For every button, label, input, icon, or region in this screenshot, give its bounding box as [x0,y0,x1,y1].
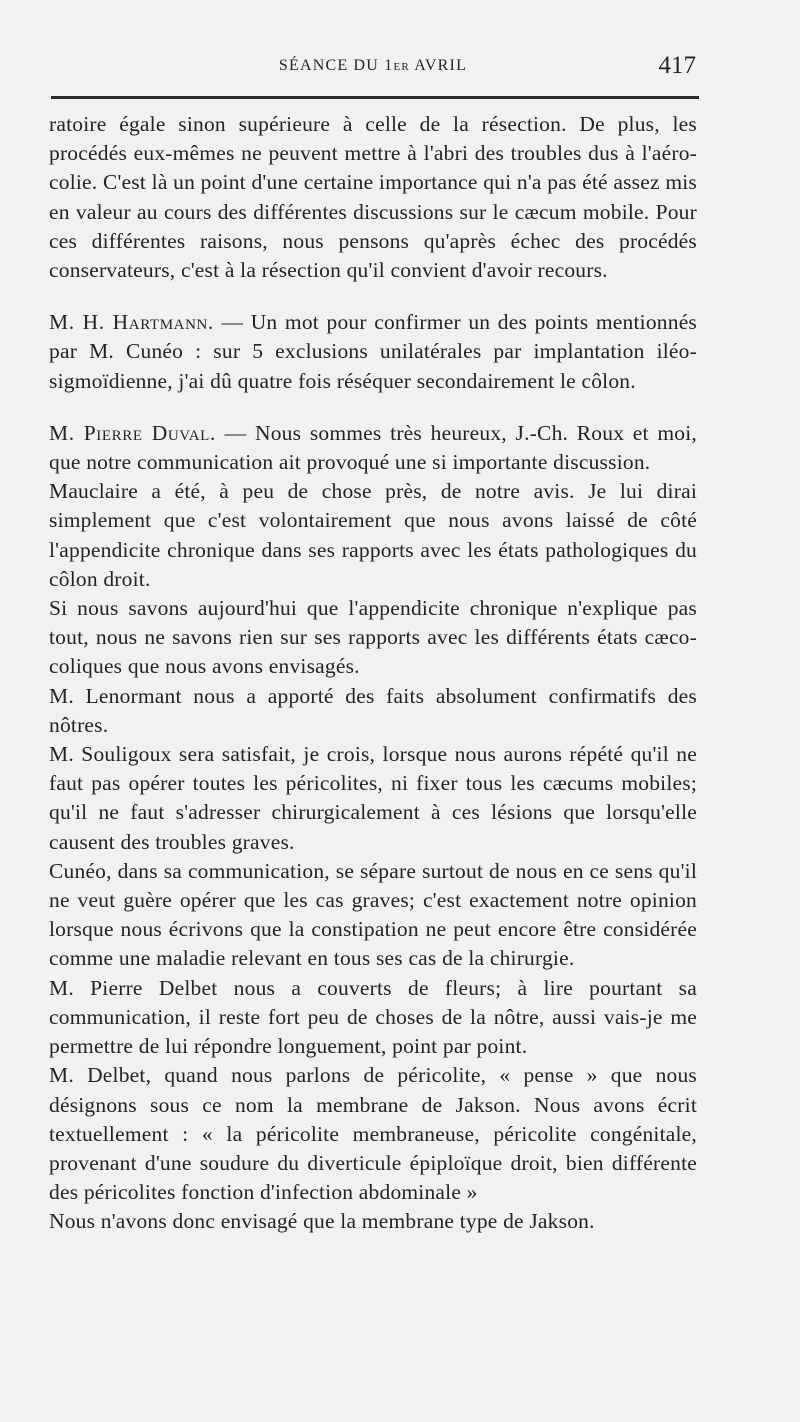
paragraph-text: ratoire égale sinon supérieure à celle de la résection. De plus, les procédés eux-mêmes ne peuvent mettre à l'abri des troubles dus à l'aéro-colie. C'est là un point d'une certaine importance qui n'a pas été assez mis en valeur au cours des différentes discussions sur le cæcum mobile. Pour ces différentes raisons, nous pensons qu'après échec des procédés conservateurs, c'est à la résection qu'il convient d'avoir recours. [49,112,697,283]
paragraph-text: M. Delbet, quand nous parlons de péricolite, « pense » que nous désignons sous ce nom la membrane de Jakson. Nous avons écrit textuellement : « la péricolite membraneuse, péricolite congénitale, provenant d'une soudure du diverticule épiploïque droit, bien différente des péricolites fonction d'infection abdominale » [49,1063,697,1205]
header-rule [51,96,699,99]
paragraph-text: Cunéo, dans sa communication, se sépare surtout de nous en ce sens qu'il ne veut guère opérer que les cas graves; c'est exactement notre opinion lorsque nous écrivons que la constipation ne peut encore être considérée comme une maladie relevant en tous ses cas de la chirurgie. [49,858,697,971]
running-title: SÉANCE DU 1er AVRIL [278,57,468,74]
paragraph [49,974,697,1062]
speaker-name: M. H. Hartmann. [49,310,214,335]
paragraph [49,682,697,740]
paragraph-text: M. Pierre Delbet nous a couverts de fleurs; à lire pourtant sa communication, il reste fort peu de choses de la nôtre, aussi vais-je me permettre de lui répondre longuement, point par point. [49,975,697,1059]
speaker-name: M. Pierre Duval. [49,420,216,445]
paragraph-text: M. Souligoux sera satisfait, je crois, lorsque nous aurons répété qu'il ne faut pas opérer toutes les péricolites, ni fixer tous les cæcums mobiles; qu'il ne faut s'adresser chirurgicalement à ces lésions que lorsqu'elle causent des troubles graves. [49,742,697,854]
paragraph [49,308,697,396]
paragraph-text: — Nous sommes très heureux, J.-Ch. Roux et moi, que notre communication ait provoqué une si importante discussion. [49,420,698,475]
paragraph [49,1061,697,1207]
paragraph [49,594,697,682]
page-number: 417 [658,52,696,79]
paragraph-text: Mauclaire a été, à peu de chose près, de notre avis. Je lui dirai simplement que c'est volontairement que nous avons laissé de côté l'appendicite chronique dans ses rapports avec les états pathologiques du côlon droit. [49,479,697,591]
body-text [49,110,697,1237]
paragraph [49,740,697,857]
paragraph [49,857,697,974]
paragraph-text: Nous n'avons donc envisagé que la membrane type de Jakson. [49,1209,595,1234]
paragraph-text: Si nous savons aujourd'hui que l'appendicite chronique n'explique pas tout, nous ne savons rien sur ses rapports avec les différents états cæco-coliques que nous avons envisagés. [49,596,697,679]
paragraph [49,419,697,477]
page-header [48,50,698,86]
paragraph-text: — Un mot pour confirmer un des points mentionnés par M. Cunéo : sur 5 exclusions unilatérales par implantation iléo-sigmoïdienne, j'ai dû quatre fois réséquer secondairement le côlon. [49,310,697,393]
paragraph [49,1207,697,1236]
paragraph-text: M. Lenormant nous a apporté des faits absolument confirmatifs des nôtres. [49,683,697,737]
paragraph [49,477,697,594]
paragraph [49,110,697,285]
